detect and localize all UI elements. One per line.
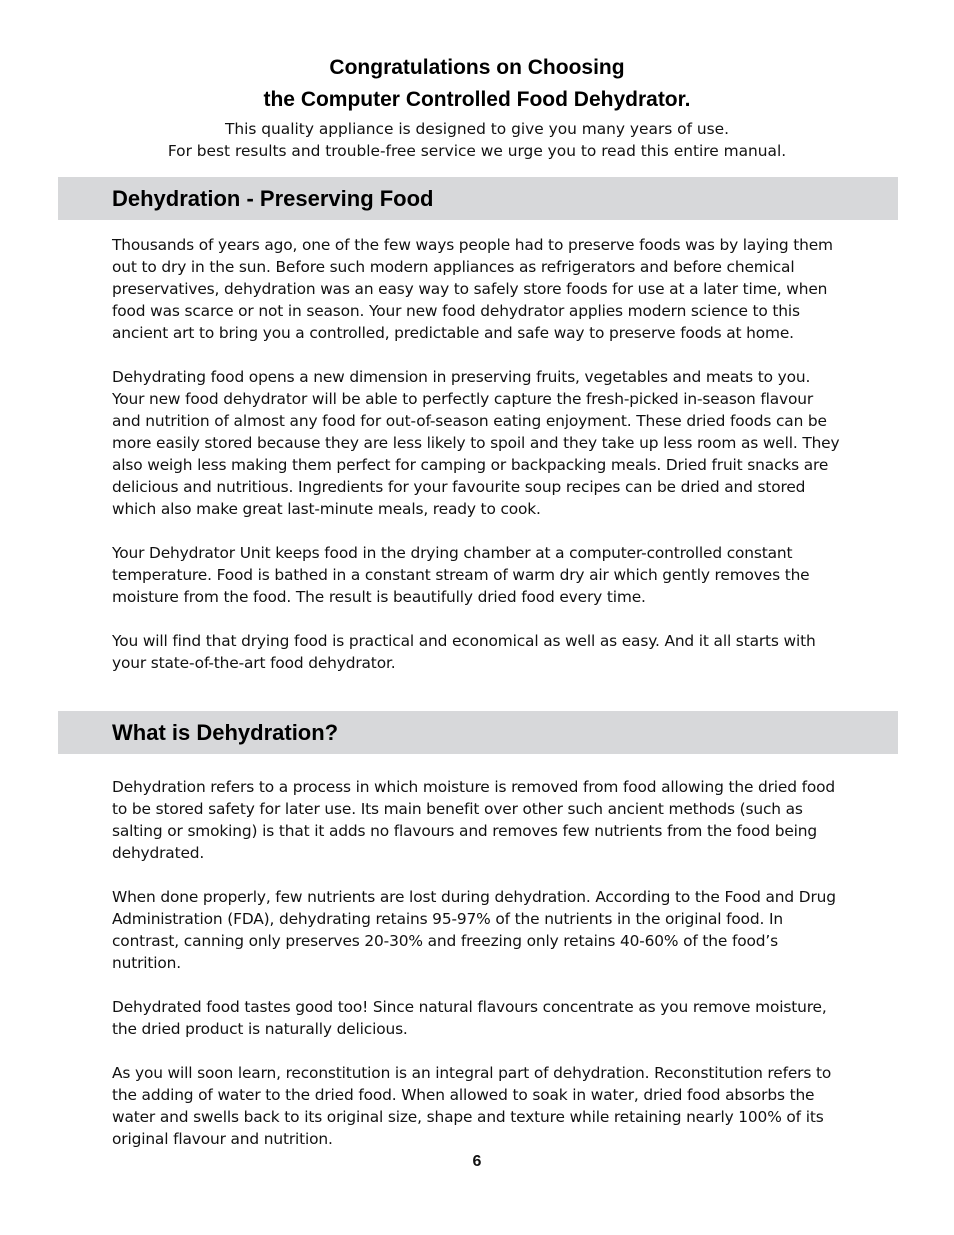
page-title-line-1: Congratulations on Choosing [329,56,625,79]
paragraph: Dehydrating food opens a new dimension in preserving fruits, vegetables and meats to you. Your new food dehydrator will be able to perfectly capture the fresh-picked in-season flavour and nutrition of almost any food for out-of-season eating enjoyment. These dried foods can be more easily stored because they are less likely to spoil and they take up less room as well. They also weigh less making them perfect for camping or backpacking meals. Dried fruit snacks are delicious and nutritious. Ingredients for your favourite soup recipes can be dried and stored which also make great last-minute meals, ready to cook. [112,368,840,518]
paragraph: Dehydration refers to a process in which moisture is removed from food allowing the dried food to be stored safety for later use. Its main benefit over other such ancient methods (such as salting or smoking) is that it adds no flavours and removes few nutrients from the food being dehydrated. [112,778,836,862]
paragraph: Your Dehydrator Unit keeps food in the drying chamber at a computer-controlled constant temperature. Food is bathed in a constant stream of warm dry air which gently removes the moisture from the food. The result is beautifully dried food every time. [112,544,810,606]
section-heading-bar-preserving-food [58,177,898,220]
page-header [0,52,954,162]
page-number: 6 [472,1153,482,1170]
section-heading-bar-what-is-dehydration [58,711,898,754]
paragraph: You will find that drying food is practical and economical as well as easy. And it all starts with your state-of-the-art food dehydrator. [112,632,816,672]
paragraph: Thousands of years ago, one of the few ways people had to preserve foods was by laying them out to dry in the sun. Before such modern appliances as refrigerators and before chemical preservatives, dehydration was an easy way to safely store foods for use at a later time, when food was scarce or not in season. Your new food dehydrator applies modern science to this ancient art to bring you a controlled, predictable and safe way to preserve foods at home. [112,236,833,342]
intro-line-1: This quality appliance is designed to give you many years of use. [224,120,730,138]
section-heading-preserving-food: Dehydration - Preserving Food [112,186,434,211]
section-body-preserving-food [112,234,842,674]
paragraph: When done properly, few nutrients are lost during dehydration. According to the Food and Drug Administration (FDA), dehydrating retains 95-97% of the nutrients in the original food. In contrast, canning only preserves 20-30% and freezing only retains 40-60% of the food’s nutrition. [112,888,836,972]
paragraph: Dehydrated food tastes good too! Since natural flavours concentrate as you remove moisture, the dried product is naturally delicious. [112,998,827,1038]
section-body-what-is-dehydration [112,776,842,1150]
page-title-line-2: the Computer Controlled Food Dehydrator. [263,88,691,111]
intro-line-2: For best results and trouble-free service we urge you to read this entire manual. [167,142,787,160]
section-heading-what-is-dehydration: What is Dehydration? [112,720,339,745]
paragraph: As you will soon learn, reconstitution is an integral part of dehydration. Reconstitution refers to the adding of water to the dried food. When allowed to soak in water, dried food absorbs the water and swells back to its original size, shape and texture while retaining nearly 100% of its original flavour and nutrition. [112,1064,832,1148]
